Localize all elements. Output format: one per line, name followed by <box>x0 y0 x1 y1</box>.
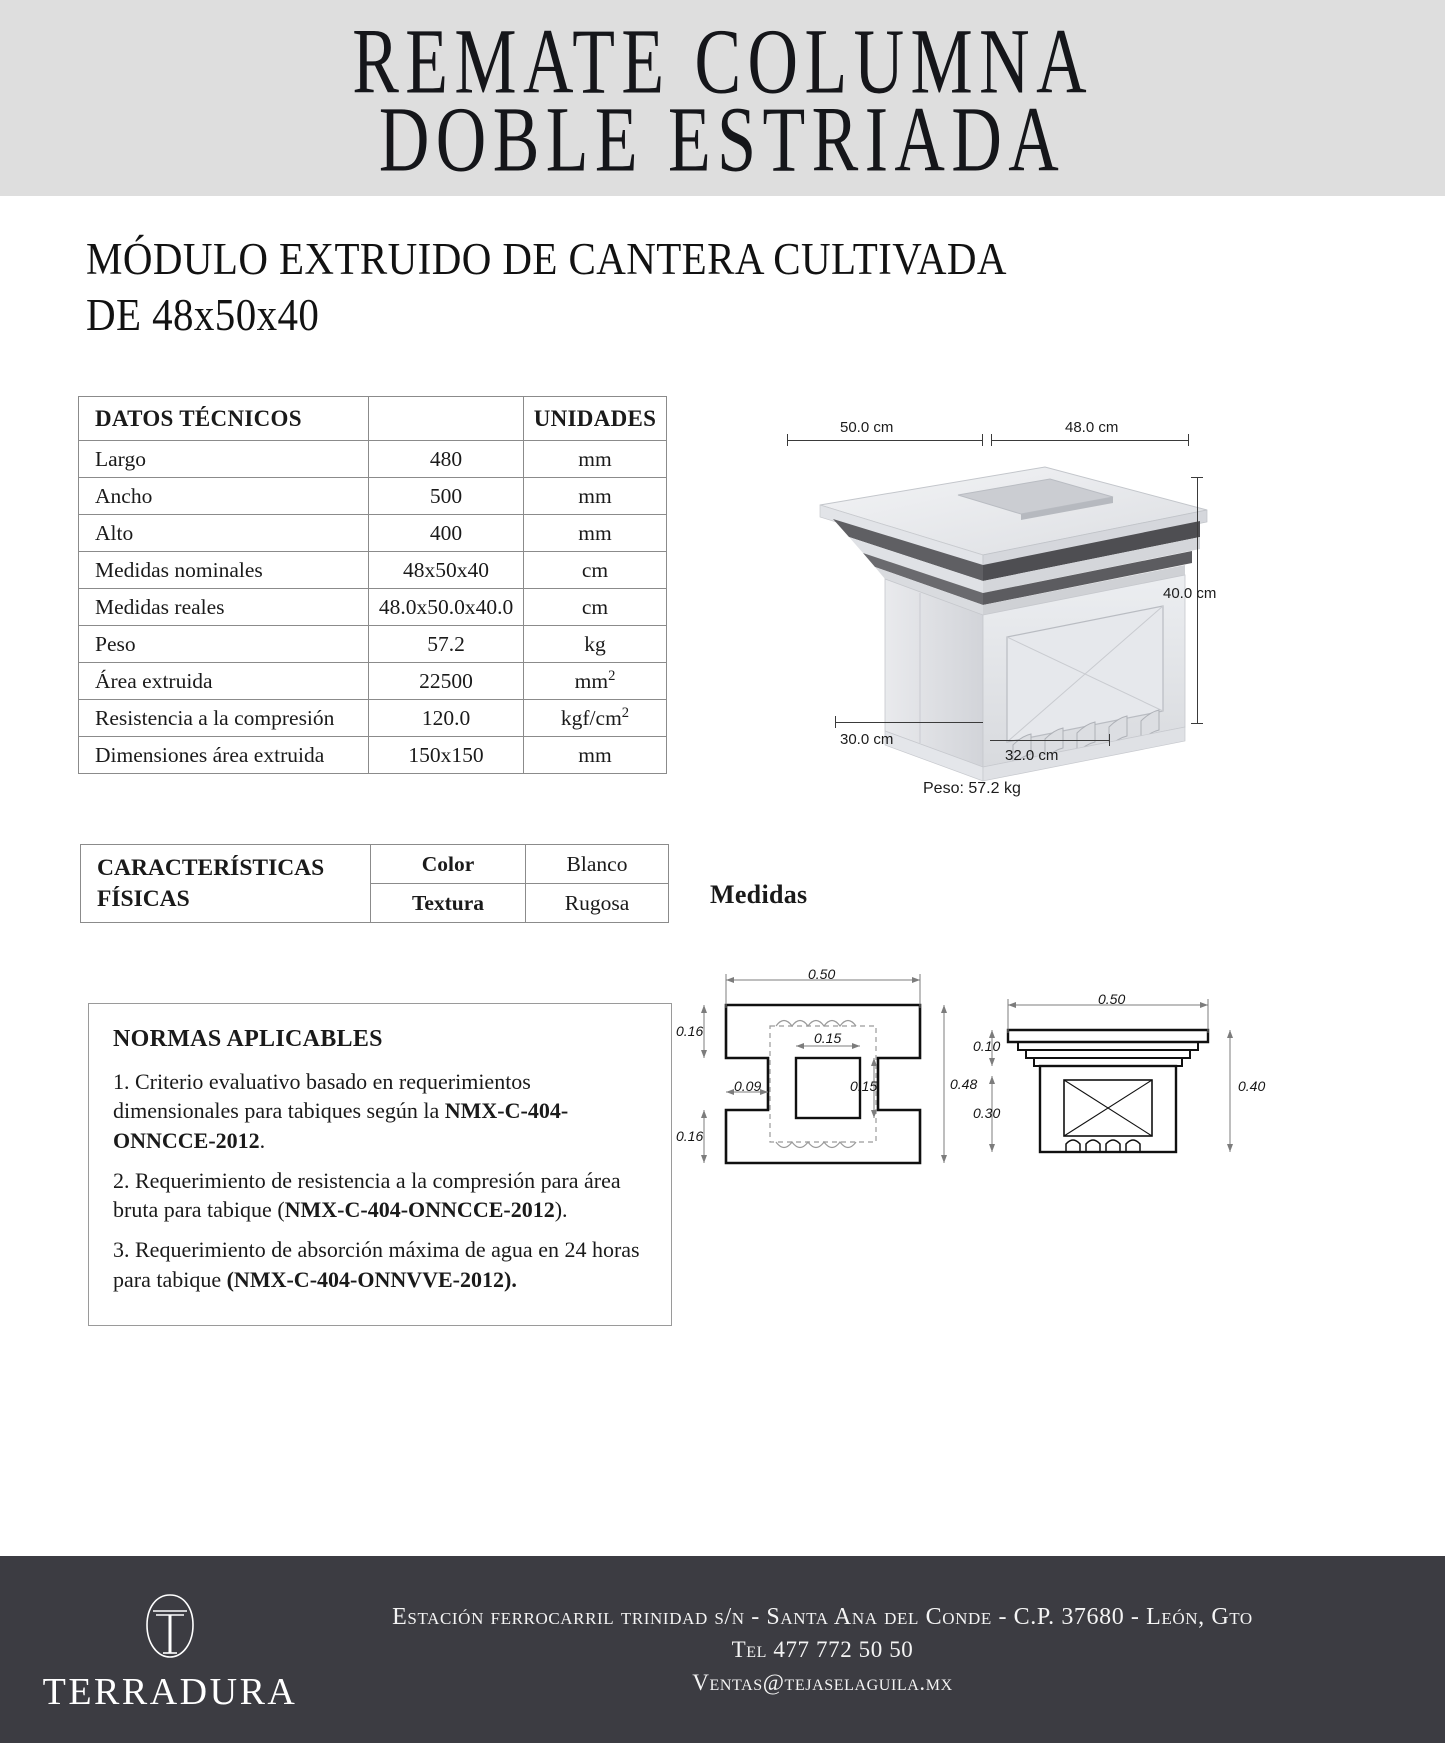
tech-row-value: 48x50x40 <box>369 552 524 589</box>
tech-row-value: 150x150 <box>369 737 524 774</box>
footer-contact-block <box>340 1600 1445 1699</box>
brand-name: TERRADURA <box>42 1671 298 1713</box>
page-title-line2: DOBLE ESTRIADA <box>379 88 1066 192</box>
table-row <box>79 552 667 589</box>
dim-tick <box>991 434 992 446</box>
tech-row-unit <box>524 589 667 626</box>
tech-row-unit <box>524 515 667 552</box>
tech-row-label: Resistencia a la compresión <box>79 700 369 737</box>
dim-tick <box>787 434 788 446</box>
medidas-section-title: Medidas <box>710 880 808 909</box>
tech-row-unit-text: mm <box>578 483 612 508</box>
char-value-color: Blanco <box>526 845 669 884</box>
dim-tick <box>1109 734 1110 746</box>
tech-row-value: 22500 <box>369 663 524 700</box>
measurement-drawings <box>678 950 1278 1210</box>
header-unidades: UNIDADES <box>524 397 667 441</box>
tech-row-unit <box>524 737 667 774</box>
normas-item-2 <box>113 1166 647 1225</box>
elevation-view-drawing <box>978 950 1268 1200</box>
tech-row-unit-text: mm <box>578 520 612 545</box>
table-row <box>79 700 667 737</box>
table-row <box>79 515 667 552</box>
normas-item-1-code: NMX-C-404-ONNCCE-2012 <box>113 1098 569 1153</box>
tech-row-label: Alto <box>79 515 369 552</box>
dim-label-50cm: 50.0 cm <box>840 419 894 436</box>
normas-item-1-text: 1. Criterio evaluativo basado en requerimientos dimensionales para tabiques según la <box>113 1069 531 1124</box>
normas-item-1-post: . <box>259 1127 266 1153</box>
dim-tick <box>1191 477 1203 478</box>
dim-label-32cm: 32.0 cm <box>1005 747 1059 764</box>
footer-email: Ventas@tejaselaguila.mx <box>692 1669 953 1695</box>
tech-row-unit-text: cm <box>581 557 609 582</box>
product-subtitle <box>86 228 1136 340</box>
plan-view-drawing <box>678 950 978 1200</box>
table-row <box>79 441 667 478</box>
tech-row-unit <box>524 552 667 589</box>
tech-row-unit <box>524 626 667 663</box>
char-header-line2: FÍSICAS <box>97 885 190 912</box>
dim-tick <box>982 434 983 446</box>
tech-row-value: 48.0x50.0x40.0 <box>369 589 524 626</box>
tech-row-unit <box>524 478 667 515</box>
normas-item-3-code: (NMX-C-404-ONNVVE-2012). <box>226 1266 517 1292</box>
tech-row-label: Área extruida <box>79 663 369 700</box>
dim-label-30cm: 30.0 cm <box>840 731 894 748</box>
subtitle-line-1: MÓDULO EXTRUIDO DE CANTERA CULTIVADA <box>86 232 1007 284</box>
footer-phone: Tel 477 772 50 50 <box>731 1636 914 1662</box>
elev-dim-top: 0.50 <box>1098 991 1126 1007</box>
brand-logo <box>0 1585 340 1714</box>
dim-line-top-left <box>787 440 983 441</box>
header-datos-tecnicos: DATOS TÉCNICOS <box>79 397 369 441</box>
plan-dim-notch: 0.09 <box>734 1078 762 1094</box>
tech-row-value: 120.0 <box>369 700 524 737</box>
dim-line-bottom-right <box>990 740 1110 741</box>
tech-row-unit-text: kgf/cm <box>560 705 622 730</box>
plan-dim-inner-right: 0.15 <box>850 1078 878 1094</box>
header-value-col <box>369 397 524 441</box>
normas-item-2-code: NMX-C-404-ONNCCE-2012 <box>284 1197 555 1222</box>
tech-row-unit-text: mm <box>578 446 612 471</box>
tech-row-label: Peso <box>79 626 369 663</box>
tech-row-unit-exponent: 2 <box>608 667 616 684</box>
dim-line-top-right <box>991 440 1189 441</box>
table-row <box>79 737 667 774</box>
elev-dim-cap: 0.10 <box>973 1038 1001 1054</box>
char-key-color: Color <box>371 845 526 884</box>
tech-row-unit-text: mm <box>574 668 609 693</box>
elev-dim-body: 0.30 <box>973 1105 1001 1121</box>
dim-tick <box>835 716 836 728</box>
tech-row-label: Ancho <box>79 478 369 515</box>
tech-row-unit-text: kg <box>584 631 606 656</box>
normas-title: NORMAS APLICABLES <box>113 1026 383 1052</box>
terradura-monogram-icon <box>133 1589 207 1668</box>
tech-row-unit-exponent: 2 <box>621 704 630 721</box>
dim-label-48cm: 48.0 cm <box>1065 419 1119 436</box>
tech-row-unit <box>524 441 667 478</box>
char-value-textura: Rugosa <box>526 884 669 923</box>
table-header-row <box>79 397 667 441</box>
tech-row-value: 57.2 <box>369 626 524 663</box>
table-row <box>79 589 667 626</box>
plan-dim-inner-top: 0.15 <box>814 1030 842 1046</box>
photo-weight-label: Peso: 57.2 kg <box>923 780 1021 797</box>
table-row <box>79 478 667 515</box>
plan-dim-left-top: 0.16 <box>676 1023 704 1039</box>
tech-row-value: 500 <box>369 478 524 515</box>
tech-row-value: 480 <box>369 441 524 478</box>
tech-row-unit <box>524 663 667 700</box>
technical-data-table <box>78 396 667 774</box>
tech-row-unit-text: mm <box>578 742 612 767</box>
normas-item-2-text: 2. Requerimiento de resistencia a la compresión para área bruta para tabique ( <box>113 1167 621 1222</box>
tech-row-unit-text: cm <box>581 594 609 619</box>
table-row <box>79 626 667 663</box>
footer-address: Estación ferrocarril trinidad s/n - Santa Ana del Conde - C.P. 37680 - León, Gto <box>392 1603 1253 1630</box>
header-banner <box>0 0 1445 196</box>
char-header-cell <box>81 845 371 923</box>
normas-item-2-post: ). <box>554 1197 568 1222</box>
char-key-textura: Textura <box>371 884 526 923</box>
page-title-line1: REMATE COLUMNA <box>352 10 1093 113</box>
dim-tick <box>1188 434 1189 446</box>
tech-row-unit <box>524 700 667 737</box>
table-row <box>79 663 667 700</box>
product-photo-area <box>745 415 1265 815</box>
page-footer <box>0 1556 1445 1743</box>
table-row <box>81 845 669 884</box>
elev-dim-total: 0.40 <box>1238 1078 1266 1094</box>
plan-dim-left-bottom: 0.16 <box>676 1128 704 1144</box>
dim-line-bottom-left <box>835 722 983 723</box>
normas-item-3 <box>113 1235 647 1294</box>
dim-label-40cm: 40.0 cm <box>1163 585 1217 602</box>
tech-row-label: Largo <box>79 441 369 478</box>
applicable-standards-box <box>88 1003 672 1326</box>
tech-row-value: 400 <box>369 515 524 552</box>
normas-item-3-text: 3. Requerimiento de absorción máxima de agua en 24 horas para tabique <box>113 1237 640 1292</box>
tech-row-label: Dimensiones área extruida <box>79 737 369 774</box>
dim-tick <box>1191 723 1203 724</box>
tech-row-label: Medidas nominales <box>79 552 369 589</box>
physical-characteristics-table <box>80 844 669 923</box>
tech-row-label: Medidas reales <box>79 589 369 626</box>
normas-item-1 <box>113 1067 647 1155</box>
subtitle-line-2: DE 48x50x40 <box>86 288 320 340</box>
plan-dim-right: 0.48 <box>950 1076 978 1092</box>
plan-dim-top: 0.50 <box>808 966 836 982</box>
char-header-line1: CARACTERÍSTICAS <box>97 855 325 882</box>
